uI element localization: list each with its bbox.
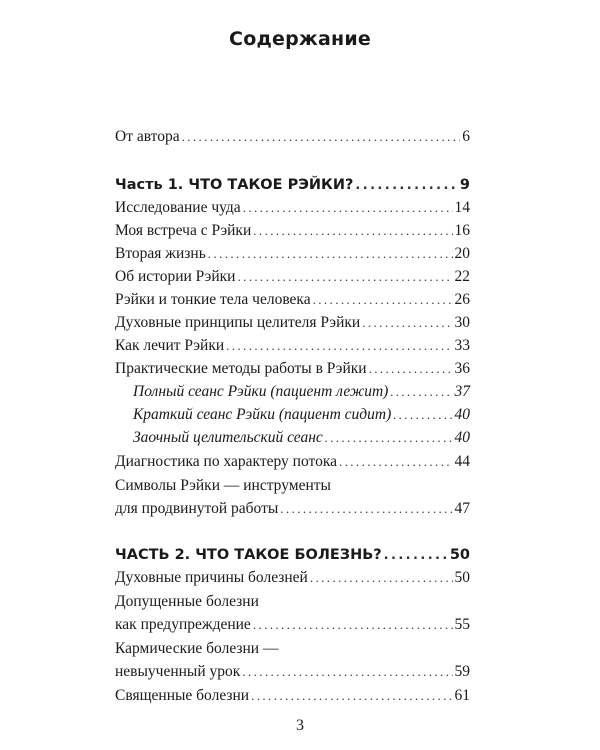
toc-entry <box>115 499 470 519</box>
toc-entry <box>115 221 470 241</box>
toc-entry-title: Практические методы работы в Рэйки <box>115 360 367 377</box>
toc-entry-title: Часть 1. ЧТО ТАКОЕ РЭЙКИ? <box>115 177 354 193</box>
toc-entry <box>115 452 470 472</box>
toc-entry-line1 <box>115 476 331 496</box>
toc-entry <box>115 615 470 635</box>
toc-entry-title: Моя встреча с Рэйки <box>115 222 252 239</box>
toc-part-heading <box>115 175 470 196</box>
dot-leader <box>310 568 453 588</box>
toc-entry <box>115 127 470 147</box>
toc-subentry <box>133 405 470 425</box>
dot-leader <box>251 686 452 706</box>
toc-entry-page: 33 <box>454 337 470 354</box>
dot-leader <box>243 198 453 218</box>
toc-subentry <box>133 382 470 402</box>
page-title: Содержание <box>229 28 371 50</box>
toc-entry-page: 14 <box>454 199 470 216</box>
toc-entry-page: 50 <box>449 547 470 563</box>
toc-entry <box>115 359 470 379</box>
toc-entry-page: 59 <box>454 663 470 680</box>
toc-entry-page: 26 <box>454 291 470 308</box>
toc-entry <box>115 290 470 310</box>
dot-leader <box>325 428 453 448</box>
dot-leader <box>393 405 452 425</box>
toc-entry-title: для продвинутой работы <box>115 500 279 517</box>
dot-leader <box>384 546 448 566</box>
dot-leader <box>253 615 453 635</box>
toc-entry-title: Исследование чуда <box>115 199 241 216</box>
toc-entry-page: 55 <box>454 616 470 633</box>
toc-entry-line1 <box>115 639 278 659</box>
toc-subentry <box>133 428 470 448</box>
toc-entry-title: Краткий сеанс Рэйки (пациент сидит) <box>133 406 392 423</box>
dot-leader <box>390 382 452 402</box>
toc-entry-page: 6 <box>462 128 470 145</box>
toc-entry <box>115 336 470 356</box>
toc-entry-title: От автора <box>115 128 180 145</box>
toc-entry-title: Духовные принципы целителя Рэйки <box>115 314 361 331</box>
toc-entry-page: 40 <box>454 406 470 423</box>
toc-entry-page: 36 <box>454 360 470 377</box>
toc-entry-title-line1: Допущенные болезни <box>115 593 259 610</box>
dot-leader <box>208 244 453 264</box>
toc-entry <box>115 662 470 682</box>
dot-leader <box>182 127 461 147</box>
toc-entry <box>115 244 470 264</box>
toc-entry-title: ЧАСТЬ 2. ЧТО ТАКОЕ БОЛЕЗНЬ? <box>115 547 382 563</box>
dot-leader <box>226 336 452 356</box>
dot-leader <box>237 267 452 287</box>
toc-entry-title-line1: Кармические болезни — <box>115 640 279 657</box>
toc-entry-title: Как лечит Рэйки <box>115 337 225 354</box>
dot-leader <box>313 290 453 310</box>
toc-entry-page: 16 <box>454 222 470 239</box>
toc-entry-page: 40 <box>454 429 470 446</box>
toc-entry-page: 50 <box>454 569 470 586</box>
dot-leader <box>355 176 458 196</box>
dot-leader <box>242 662 452 682</box>
toc-entry-page: 20 <box>454 245 470 262</box>
dot-leader <box>362 313 452 333</box>
toc-entry-line1 <box>115 592 259 612</box>
toc-entry-title: Заочный целительский сеанс <box>133 429 323 446</box>
toc-entry <box>115 313 470 333</box>
toc-entry <box>115 568 470 588</box>
dot-leader <box>253 221 452 241</box>
toc-entry-page: 37 <box>454 383 470 400</box>
toc-entry-title: Священные болезни <box>115 687 250 704</box>
toc-entry-page: 44 <box>454 453 470 470</box>
toc-entry-title: Полный сеанс Рэйки (пациент лежит) <box>133 383 389 400</box>
toc-entry-title-line1: Символы Рэйки — инструменты <box>115 477 331 494</box>
toc-entry-title: как предупреждение <box>115 616 251 633</box>
dot-leader <box>339 452 453 472</box>
toc-entry <box>115 198 470 218</box>
toc-entry-title: Об истории Рэйки <box>115 268 236 285</box>
toc-entry <box>115 686 470 706</box>
toc-entry-title: Духовные причины болезней <box>115 569 308 586</box>
dot-leader <box>369 359 453 379</box>
toc-entry-title: Рэйки и тонкие тела человека <box>115 291 311 308</box>
toc-entry-page: 61 <box>454 687 470 704</box>
toc-entry-page: 22 <box>454 268 470 285</box>
dot-leader <box>280 499 452 519</box>
page-number: 3 <box>296 717 304 734</box>
toc-entry-title: Диагностика по характеру потока <box>115 453 337 470</box>
toc-part-heading <box>115 545 470 566</box>
toc-entry-page: 30 <box>454 314 470 331</box>
toc-entry <box>115 267 470 287</box>
toc-entry-page: 9 <box>459 177 470 193</box>
toc-entry-title: Вторая жизнь <box>115 245 206 262</box>
toc-entry-page: 47 <box>454 500 470 517</box>
toc-entry-title: невыученный урок <box>115 663 241 680</box>
